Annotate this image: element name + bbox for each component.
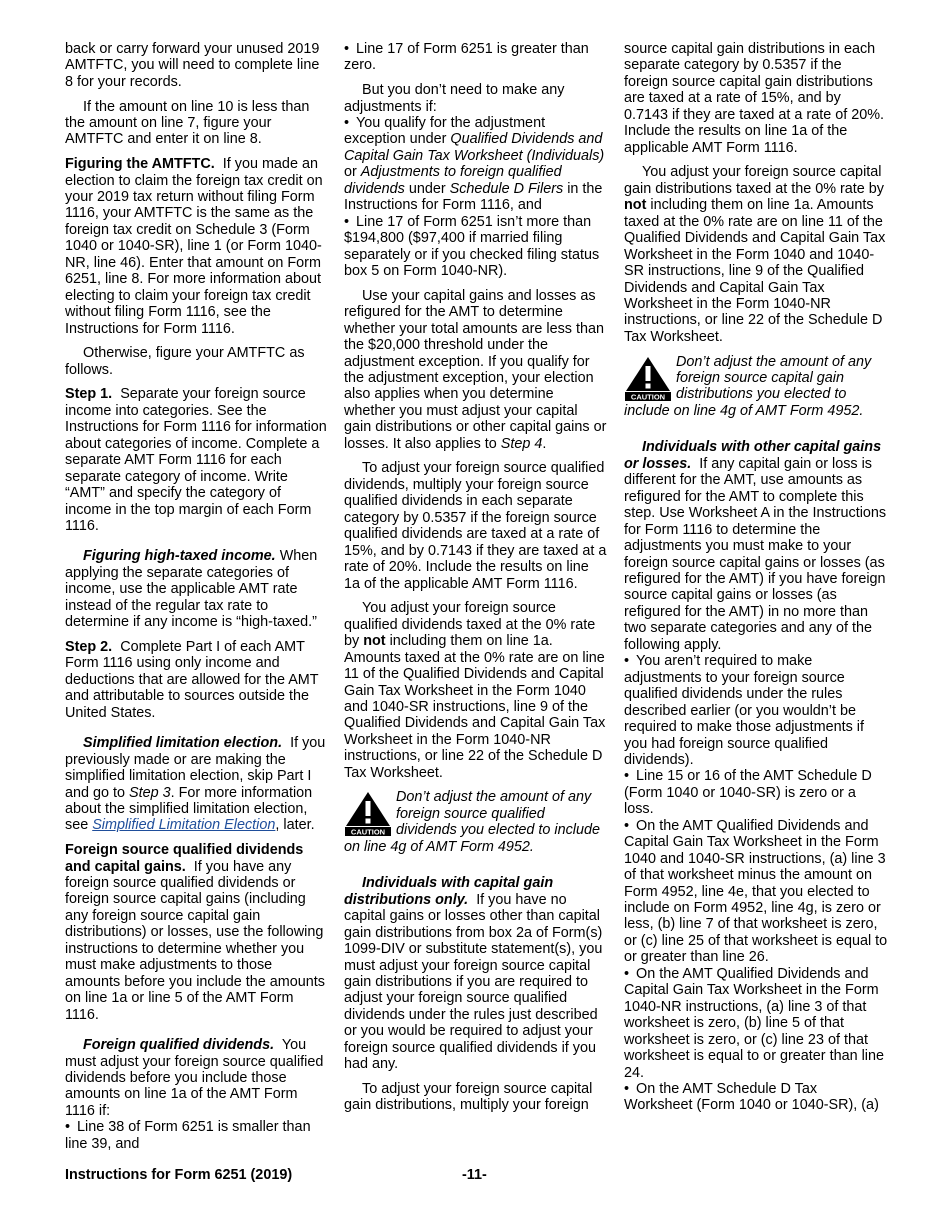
step-3-reference: Step 3: [129, 784, 171, 801]
bullet-icon: •: [344, 115, 350, 131]
bullet-icon: •: [624, 817, 630, 834]
paragraph: But you don’t need to make any adjustments if:: [344, 82, 565, 115]
paragraph: Use your capital gains and losses as refigured for the AMT to determine whether your total amounts are less than the $20,000 threshold under the adjustment exception. If you qualify for the adjustment exception, your election also applies when you determine whether you must adjust your capital gain distributions or other capital gains or losses. It also applies to Step 4.: [344, 287, 607, 452]
list-item: • On the AMT Schedule D Tax Worksheet (Form 1040 or 1040-SR), (a): [624, 1081, 879, 1114]
list-item: • Line 17 of Form 6251 isn’t more than $194,800 ($97,400 if married filing separately or if you checked filing status box 5 on Form 1040-NR).: [344, 213, 600, 280]
column-3: [624, 41, 888, 1114]
paragraph: You adjust your foreign source qualified dividends taxed at the 0% rate by not including them on line 1a. Amounts taxed at the 0% rate are on line 11 of the Qualified Dividends and Capital Gain Tax Worksheet in the Form 1040 and 1040-SR instructions, line 9 of the Qualified Dividends and Capital Gain Tax Worksheet in the Form 1040-NR instructions, or line 22 of the Schedule D Tax Worksheet.: [344, 600, 606, 781]
heading-foreign-source-qualified-dividends: Foreign source qualified dividends and capital gains.: [65, 842, 304, 875]
paragraph: [65, 639, 329, 721]
bullet-icon: •: [624, 1081, 630, 1098]
paragraph: You adjust your foreign source capital gain distributions taxed at the 0% rate by not including them on line 1a. Amounts taxed at the 0% rate are on line 11 of the Qualified Dividends and Capital Gain Tax Worksheet in the Form 1040 and 1040-SR instructions, line 9 of the Qualified Dividends and Capital Gain Tax Worksheet in the Form 1040-NR instructions, or line 22 of the Schedule D Tax Worksheet.: [624, 164, 886, 345]
paragraph: To adjust your foreign source capital gain distributions, multiply your foreign: [344, 1080, 593, 1114]
text: When applying the separate categories of income, use the applicable AMT rate instead of the regular tax rate to determine if any income is “high-taxed.”: [65, 548, 318, 631]
caution-note: [344, 789, 608, 855]
heading-foreign-qualified-dividends: Foreign qualified dividends.: [83, 1037, 275, 1054]
heading-step-1: Step 1.: [65, 386, 113, 403]
svg-text:CAUTION: CAUTION: [350, 827, 386, 837]
paragraph: [65, 386, 329, 534]
text: If you made an election to claim the foreign tax credit on your 2019 tax return without filing Form 1116, your AMTFTC is the same as the foreign tax credit on Schedule 3 (Form 1040 or 1040-SR), line 1 (or Form 1040-NR, line 46). Enter that amount on Form 6251, line 8. For more information about electing to claim your foreign tax credit without filing Form 1116, see the Instructions for Form 1116.: [65, 156, 323, 337]
heading-simplified-limitation-election: Simplified limitation election.: [83, 735, 283, 752]
list-item: • Line 15 or 16 of the AMT Schedule D (Form 1040 or 1040-SR) is zero or a loss.: [624, 768, 872, 818]
column-1: [65, 41, 329, 1152]
list-item: • On the AMT Qualified Dividends and Capital Gain Tax Worksheet in the Form 1040-NR instructions, (a) line 3 of that worksheet is zero, (b) line 5 of that worksheet is zero, or (c) line 23 of that worksheet is equal to or greater than line 24.: [624, 965, 884, 1081]
bullet-icon: •: [344, 213, 350, 230]
text: If you previously made or are making the simplified limitation election, skip Part I and go to: [65, 735, 326, 801]
caution-icon: [624, 356, 672, 402]
heading-individuals-with-capital-gain-distributions: Individuals with capital gain distributions only.: [344, 875, 554, 908]
paragraph: Otherwise, figure your AMTFTC as follows.: [65, 345, 305, 378]
heading-step-2: Step 2.: [65, 638, 113, 655]
paragraph: [65, 842, 329, 1023]
bullet-icon: •: [344, 41, 350, 57]
heading-individuals-with-other-capital-gains: Individuals with other capital gains or losses.: [624, 439, 882, 472]
page-number: -11-: [462, 1167, 487, 1183]
text: Separate your foreign source income into categories. See the Instructions for Form 1116 for information about categories of income. Complete a separate AMT Form 1116 for each separate category of income. Write “AMT” and specify the category of income in the top margin of each Form 1116.: [65, 386, 327, 534]
text: Complete Part I of each AMT Form 1116 using only income and deductions that are allowed for the AMT and attributable to sources outside the United States.: [65, 638, 319, 721]
paragraph: [65, 735, 329, 834]
step-4-reference: Step 4: [500, 435, 543, 452]
column-2: [344, 41, 608, 1122]
text: You must adjust your foreign source qualified dividends before you include those amounts on line 1a of the AMT Form 1116 if:: [65, 1037, 324, 1119]
heading-figuring-high-taxed-income: Figuring high-taxed income.: [83, 548, 276, 565]
text: If you have any foreign source qualified dividends or foreign source capital gains (including any foreign source capital gain distributions) or losses, use the following instructions to determine whether you must make adjustments to those amounts before you include the amounts on line 1a or line 5 of the AMT Form 1116.: [65, 858, 325, 1023]
caution-text: Don’t adjust the amount of any foreign source capital gain distributions you elected to include on line 4g of AMT Form 4952.: [624, 353, 872, 419]
paragraph: source capital gain distributions in each separate category by 0.5357 if the foreign source capital gain distributions are taxed at a rate of 15%, and by 0.7143 if they are taxed at a rate of 20%. Include the results on line 1a of the applicable AMT Form 1116.: [624, 41, 885, 156]
simplified-limitation-election-link[interactable]: Simplified Limitation Election: [92, 817, 276, 834]
list-item: • On the AMT Qualified Dividends and Capital Gain Tax Worksheet in the Form 1040 and 1040-SR instructions, (a) line 3 of that worksheet minus the amount on Form 4952, line 4e, that you elected to include on Form 4952, line 4g, is zero or less, (b) line 7 of that worksheet is zero, or (c) line 25 of that worksheet is equal to or greater than line 26.: [624, 817, 888, 966]
paragraph: [65, 1037, 329, 1119]
paragraph: Individuals with other capital gains or losses. If any capital gain or loss is different for the AMT, use amounts as refigured for the AMT to complete this step. Use Worksheet A in the Instructions for Form 1116 to determine the adjustments you must make to your foreign source capital gains or losses (as refigured for the AMT) if you have foreign source capital gains or losses (as refigured for the AMT) in no more than two separate categories and any of the following apply.: [624, 439, 887, 653]
list-item: • You aren’t required to make adjustments to your foreign source qualified dividends under the rules described earlier (or you wouldn’t be required to make those adjustments if you had foreign source qualified dividends).: [624, 653, 864, 768]
paragraph: [65, 156, 329, 337]
heading-figuring-amtftc: Figuring the AMTFTC.: [65, 156, 215, 173]
paragraph: If the amount on line 10 is less than the amount on line 7, figure your AMTFTC and enter it on line 8.: [65, 98, 310, 148]
footer-form-title: Instructions for Form 6251 (2019): [65, 1167, 293, 1183]
list-item: • You qualify for the adjustment exception under Qualified Dividends and Capital Gain Tax Worksheet (Individuals) or Adjustments to foreign qualified dividends under Schedule D Filers in the Instructions for Form 1116, and: [344, 115, 605, 214]
paragraph: To adjust your foreign source qualified dividends, multiply your foreign source qualified dividends in each separate category by 0.5357 if the foreign source qualified dividends are taxed at a rate of 15%, and by 0.7143 if they are taxed at a rate of 20%. Include the results on line 1a of the applicable AMT Form 1116.: [344, 460, 607, 592]
list-item: • Line 17 of Form 6251 is greater than zero.: [344, 41, 589, 74]
paragraph: Individuals with capital gain distributions only. If you have no capital gains or losses other than capital gain distributions from box 2a of Form(s) 1099-DIV or substitute statement(s), you must adjust your foreign source capital gain distributions if you are required to adjust your foreign source qualified dividends under the rules just described or you would be required to adjust your foreign source qualified dividends if you had any.: [344, 875, 603, 1073]
paragraph: back or carry forward your unused 2019 AMTFTC, you will need to complete line 8 for your records.: [65, 41, 320, 90]
caution-icon: [344, 791, 392, 837]
text: . For more information about the simplified limitation election, see: [65, 784, 313, 834]
list-item: • Line 38 of Form 6251 is smaller than line 39, and: [65, 1119, 311, 1152]
caution-note: [624, 354, 888, 420]
bullet-icon: •: [624, 653, 630, 670]
text: , later.: [275, 817, 315, 834]
paragraph: [65, 548, 329, 630]
bullet-icon: •: [624, 768, 630, 785]
bullet-icon: •: [65, 1119, 71, 1136]
bullet-icon: •: [624, 965, 630, 982]
svg-text:CAUTION: CAUTION: [630, 392, 666, 402]
caution-text: Don’t adjust the amount of any foreign source qualified dividends you elected to include on line 4g of AMT Form 4952.: [344, 789, 601, 855]
